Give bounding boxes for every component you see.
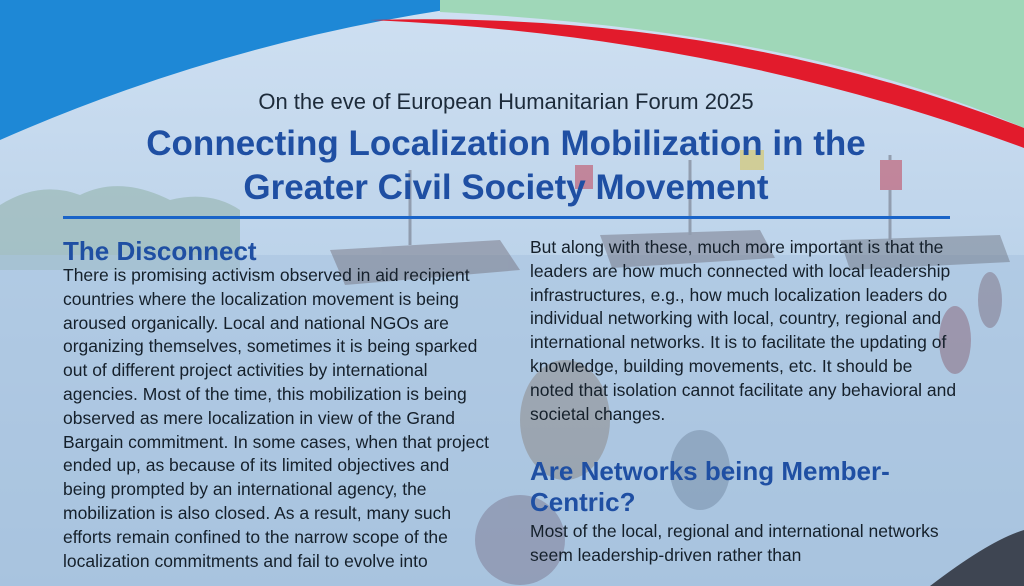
section-heading-networks: Are Networks being Member-Centric? [530,456,890,518]
section-heading-disconnect: The Disconnect [63,236,257,266]
leadership-paragraph: But along with these, much more important is that the leaders are how much connected with local leadership infrastructures, e.g., how much localization leaders do individual networking with local, country, regional and international networks. It is to facilitate the updating of knowledge, building movements, etc. It should be noted that isolation cannot facilitate any behavioral and societal changes. [530,237,957,424]
event-subtitle: On the eve of European Humanitarian Forum 2025 [258,89,754,114]
page-title [0,122,1012,210]
disconnect-paragraph: There is promising activism observed in aid recipient countries where the localization movement is being aroused organically. Local and national NGOs are organizing themselves, sometimes it is being sparked out of different project activities by international agencies. Most of the time, this mobilization is being observed as mere localization in view of the Grand Bargain commitment. In some cases, when that project ended up, as because of its limited objectives and being prompted by an international agency, the mobilization is also closed. As a result, many such efforts remain confined to the narrow scope of the localization commitments and fail to evolve into [63,265,490,571]
title-line-2: Greater Civil Society Movement [243,168,769,207]
title-divider [63,216,950,219]
networks-paragraph: Most of the local, regional and international networks seem leadership-driven rather than [530,521,939,566]
title-line-1: Connecting Localization Mobilization in the [146,124,866,163]
left-column [63,236,493,573]
right-column [530,236,960,568]
